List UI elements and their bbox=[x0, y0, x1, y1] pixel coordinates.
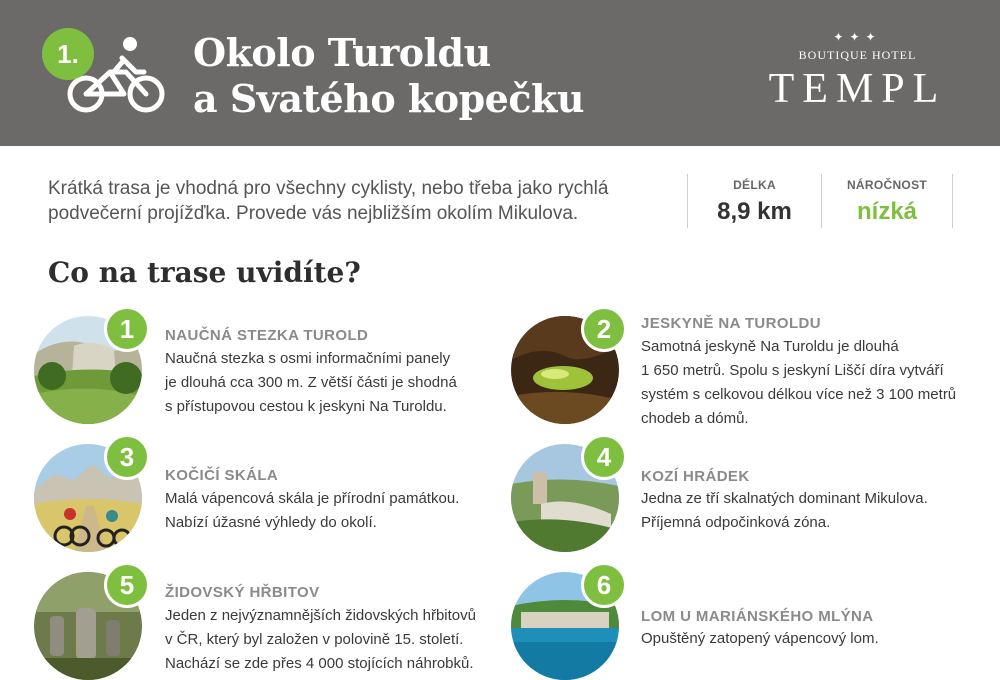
description-line: v ČR, který byl založen v polovině 15. století. bbox=[165, 631, 464, 648]
place-title: KOZÍ HRÁDEK bbox=[641, 468, 750, 485]
description-line: Nabízí úžasné výhledy do okolí. bbox=[165, 514, 377, 531]
route-number-badge: 1. bbox=[42, 28, 94, 80]
section-title: Co na trase uvidíte? bbox=[48, 256, 361, 289]
description-line: Nachází se zde přes 4 000 stojících náhrobků. bbox=[165, 655, 474, 672]
place-description bbox=[165, 487, 459, 535]
stat-value: nízká bbox=[856, 198, 918, 225]
place-description bbox=[641, 487, 928, 535]
hotel-logo bbox=[760, 30, 955, 111]
logo-subtitle: BOUTIQUE HOTEL bbox=[798, 48, 917, 62]
stat-length bbox=[687, 174, 821, 228]
stat-label: NÁROČNOST bbox=[846, 178, 928, 192]
header-band bbox=[0, 0, 1000, 146]
title-line-2: a Svatého kopečku bbox=[193, 76, 584, 121]
place-number-badge: 1 bbox=[104, 306, 150, 352]
description-line: Jeden z nejvýznamnějších židovských hřbitovů bbox=[165, 607, 476, 624]
stat-difficulty bbox=[821, 174, 953, 228]
place-number-badge: 4 bbox=[581, 434, 627, 480]
description-line: s přístupovou cestou k jeskyni Na Turoldu. bbox=[165, 398, 447, 415]
description-line: Opuštěný zatopený vápencový lom. bbox=[641, 630, 879, 647]
logo-name: TEMPL bbox=[768, 66, 947, 112]
place-title: ŽIDOVSKÝ HŘBITOV bbox=[165, 584, 320, 601]
description-line: Příjemná odpočinková zóna. bbox=[641, 514, 831, 531]
place-title: KOČIČÍ SKÁLA bbox=[165, 467, 279, 484]
description-line: je dlouhá cca 300 m. Z větší části je shodná bbox=[165, 374, 457, 391]
place-number-badge: 5 bbox=[104, 562, 150, 608]
stat-value: 8,9 km bbox=[717, 198, 792, 225]
place-title: NAUČNÁ STEZKA TUROLD bbox=[165, 327, 369, 344]
place-title: JESKYNĚ NA TUROLDU bbox=[641, 315, 821, 332]
description-line: systém s celkovou délkou více než 3 100 metrů bbox=[641, 386, 957, 403]
page-title bbox=[193, 30, 584, 122]
description-line: chodeb a dómů. bbox=[641, 410, 749, 427]
place-description bbox=[165, 347, 457, 419]
logo-stars: ✦✦✦ bbox=[833, 30, 882, 44]
title-line-1: Okolo Turoldu bbox=[193, 30, 491, 75]
intro-text: Krátká trasa je vhodná pro všechny cyklisty, nebo třeba jako rychlá podvečerní projížďka. Provede vás nejbližším okolím Mikulova. bbox=[48, 178, 609, 224]
place-title: LOM U MARIÁNSKÉHO MLÝNA bbox=[641, 608, 874, 625]
description-line: Samotná jeskyně Na Turoldu je dlouhá bbox=[641, 338, 899, 355]
place-description bbox=[641, 627, 879, 651]
place-number-badge: 6 bbox=[581, 562, 627, 608]
place-description bbox=[165, 604, 476, 676]
place-description bbox=[641, 335, 956, 431]
stat-label: DÉLKA bbox=[733, 178, 776, 192]
place-number-badge: 3 bbox=[104, 434, 150, 480]
description-line: Jedna ze tří skalnatých dominant Mikulova. bbox=[641, 490, 928, 507]
place-number-badge: 2 bbox=[581, 306, 627, 352]
description-line: Naučná stezka s osmi informačními panely bbox=[165, 350, 451, 367]
description-line: Malá vápencová skála je přírodní památkou. bbox=[165, 490, 460, 507]
description-line: 1 650 metrů. Spolu s jeskyní Liščí díra vytváří bbox=[641, 362, 944, 379]
